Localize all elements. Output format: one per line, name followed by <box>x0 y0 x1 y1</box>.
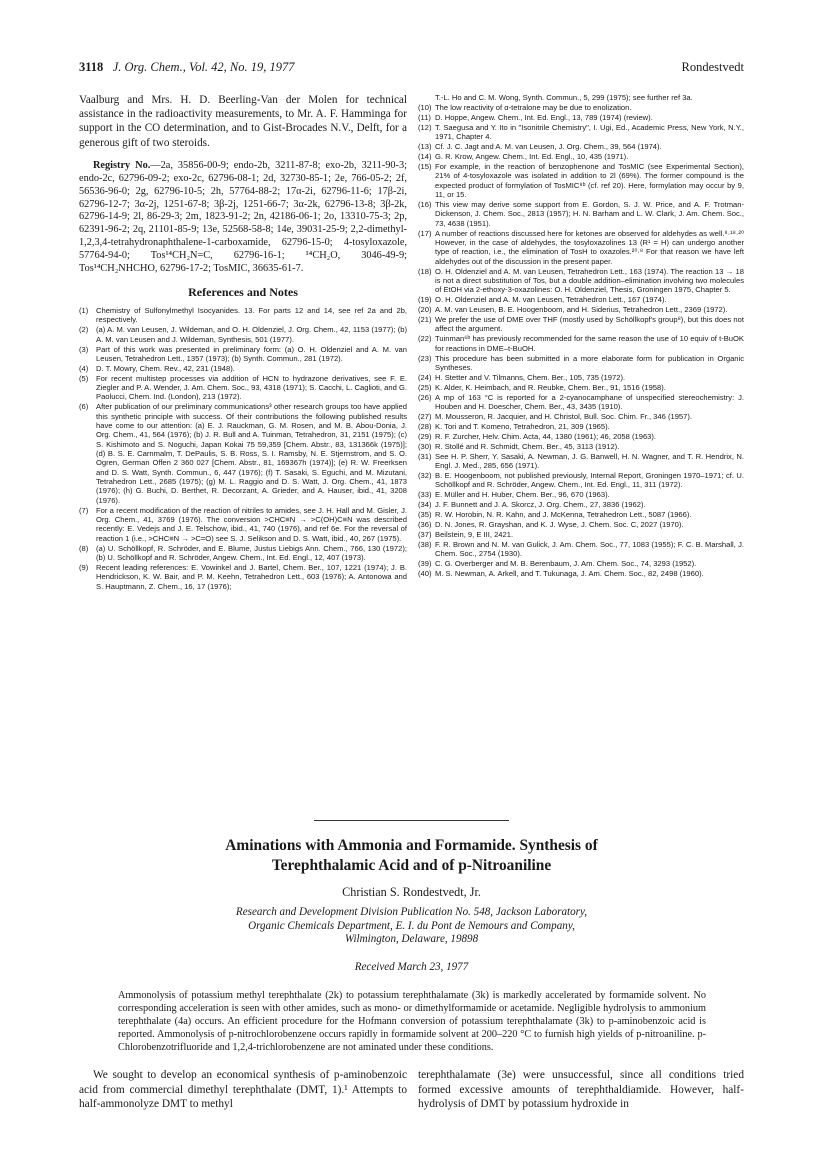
reference-number: (24) <box>418 372 432 382</box>
reference-number: (38) <box>418 540 432 550</box>
article-title-line: Aminations with Ammonia and Formamide. Synthesis of <box>225 837 598 854</box>
reference-text: (a) A. M. van Leusen, J. Wildeman, and O. H. Oldenziel, J. Org. Chem., 42, 1153 (1977); (b) A. M. van Leusen and J. Wildeman, Synthesis, 501 (1977). <box>96 325 407 344</box>
reference-text: H. Stetter and V. Tilmanns, Chem. Ber., 105, 735 (1972). <box>435 372 626 382</box>
reference-text: A. M. van Leusen, B. E. Hoogenboom, and H. Siderius, Tetrahedron Lett., 2369 (1972). <box>435 305 728 315</box>
reference-item <box>418 442 744 451</box>
reference-item <box>418 452 744 471</box>
reference-number: (34) <box>418 500 432 510</box>
reference-item <box>418 569 744 578</box>
reference-item <box>418 393 744 412</box>
reference-item <box>418 113 744 122</box>
reference-item <box>418 305 744 314</box>
registry-text: —2a, 35856-00-9; endo-2b, 3211-87-8; exo-2b, 3211-90-3; endo-2c, 62796-09-2; exo-2c, 62796-08-1; 2d, 32730-85-1; 2e, 766-05-2; 2f, 56536-96-0; 2g, 62796-10-5; 2h, 57764-88-2; 17α-2i, 62796-11-6; 17β-2i, 62796-12-7; 3α-2j, 1251-67-8; 3β-2j, 1251-66-7; 3α-2k, 62796-13-8; 3β-2k, 62796-14-9; 2l, 86-29-3; 2m, 1823-91-2; 2n, 42186-06-1; 2o, 13310-75-3; 2p, 62391-96-2; 2q, 21101-85-9; 13e, 52568-58-8; 14e, 39031-25-9; 2,2-dimethyl-1,2,3,4-tetrahydronaphthalene-1-carboxamide, 62796-15-0; 4-tosyloxazole, 57764-94-0; Tos¹⁴CH₂N=C, 62796-16-1; ¹⁴CH₂O, 3046-49-9; Tos¹⁴CH₂NHCHO, 62796-17-2; TosMIC, 36635-61-7. <box>79 159 407 275</box>
reference-item <box>418 354 744 373</box>
reference-item <box>418 200 744 228</box>
reference-number: (33) <box>418 490 432 500</box>
reference-item <box>418 412 744 421</box>
reference-text: The low reactivity of α-tetralone may be due to enolization. <box>435 102 632 112</box>
reference-item <box>418 530 744 539</box>
reference-number: (13) <box>418 142 432 152</box>
reference-text: M. S. Newman, A. Arkell, and T. Tukunaga, J. Am. Chem. Soc., 82, 2498 (1960). <box>435 569 704 579</box>
author-affiliation <box>79 906 744 947</box>
reference-number: (39) <box>418 559 432 569</box>
reference-number: (35) <box>418 510 432 520</box>
reference-number: (22) <box>418 334 432 344</box>
reference-text: Beilstein, 9, E III, 2421. <box>435 530 514 540</box>
reference-item <box>418 267 744 295</box>
received-date: Received March 23, 1977 <box>354 961 469 973</box>
right-column <box>418 93 744 579</box>
reference-number: (10) <box>418 102 432 112</box>
reference-list-left <box>79 306 407 591</box>
reference-text: E. Müller and H. Huber, Chem. Ber., 96, 670 (1963). <box>435 490 610 500</box>
reference-item <box>418 422 744 431</box>
reference-text: For recent multistep processes via addition of HCN to hydrazone derivatives, see F. E. Ziegler and P. A. Wender, J. Am. Chem. Soc., 93, 4318 (1971); S. Cacchi, L. Caglioti, and G. Paolucci, Chem. Ind. (London), 213 (1972). <box>96 373 407 402</box>
reference-text: Tuinman⁶ᵇ has previously recommended for the same reason the use of 10 equiv of t-BuOK for reactions in DME–t-BuOH. <box>435 334 744 353</box>
reference-text: Chemistry of Sulfonylmethyl Isocyanides. 13. For parts 12 and 14, see ref 2a and 2b, respectively. <box>96 305 407 325</box>
left-column <box>79 93 407 592</box>
reference-text: See H. P. Sherr, Y. Sasaki, A. Newman, J. G. Banwell, H. N. Wagner, and T. R. Hendrix, N. Engl. J. Med., 285, 656 (1971). <box>435 451 744 471</box>
reference-number: (11) <box>418 112 431 122</box>
journal-citation: J. Org. Chem., Vol. 42, No. 19, 1977 <box>112 60 295 74</box>
reference-list-right <box>418 93 744 579</box>
reference-item <box>418 559 744 568</box>
reference-text: G. R. Krow, Angew. Chem., Int. Ed. Engl., 10, 435 (1971). <box>435 152 629 162</box>
affiliation-line: Wilmington, Delaware, 19898 <box>344 933 479 946</box>
reference-number: (6) <box>79 402 89 412</box>
reference-text: R. Stollé and R. Schmidt, Chem. Ber., 45, 3113 (1912). <box>435 441 620 451</box>
reference-item <box>418 510 744 519</box>
reference-text: M. Mousseron, R. Jacquier, and H. Christol, Bull. Soc. Chim. Fr., 346 (1957). <box>435 412 693 422</box>
reference-number: (21) <box>418 315 432 325</box>
body-text-left: We sought to develop an economical synthesis of p-aminobenzoic acid from commercial dimethyl terephthalate (DMT, 1).¹ Attempts to half-ammonolyze DMT to methyl <box>79 1069 407 1111</box>
abstract: Ammonolysis of potassium methyl terephthalate (2k) to potassium terephthalamate (3k) is markedly accelerated by formamide solvent. No corresponding acceleration is seen with other amides, such as mono- or dimethylformamide or acetamide. Negligible hydrolysis to ammonium terephthalate (4a) occurs. An efficient procedure for the Hofmann conversion of potassium terephthalamate (3k) to p-aminobenzoic acid is reported. Ammonolysis of p-nitrochlorobenzene occurs rapidly in formamide solvent at 200–220 °C to furnish high yields of p-nitroaniline. p-Chlorobenzotrifluoride and 1,2,4-trichlorobenzene are not aminated under these conditions. <box>118 990 706 1054</box>
reference-text: D. Hoppe, Angew. Chem., Int. Ed. Engl., 13, 789 (1974) (review). <box>435 112 653 122</box>
reference-number: (17) <box>418 228 432 238</box>
reference-text: For a recent modification of the reaction of nitriles to amides, see J. H. Hall and M. Gisler, J. Org. Chem., 41, 3769 (1976). The conversion >CHC≡N → >C(OH)C≡N was described recently: E. Vedejs and J. E. Telschow, ibid., 41, 740 (1976), and ref 6e. For the reversal of reaction 1 (i.e., >CHC≡N → >C=O) see S. J. Selikson and D. S. Watt, ibid., 40, 267 (1975). <box>96 505 407 543</box>
reference-item <box>79 374 407 402</box>
reference-text: For example, in the reaction of benzophenone and TosMIC (see Experimental Section), 21% of 4-tosyloxazole was isolated in addition to 2l (69%). The former compound is the expected product of formylation of TosMIC⁸ᵇ (cf. ref 20). Here, formylation may occur by 9, 11, or 15. <box>435 161 744 199</box>
reference-number: (5) <box>79 373 89 383</box>
reference-item <box>418 490 744 499</box>
affiliation-line: Organic Chemicals Department, E. I. du Pont de Nemours and Company, <box>248 919 575 932</box>
reference-item <box>79 345 407 364</box>
reference-number: (30) <box>418 441 432 451</box>
reference-number: (19) <box>418 295 432 305</box>
article-title-line: Terephthalamic Acid and of p-Nitroaniline <box>271 857 552 874</box>
reference-text: This procedure has been submitted in a more elaborate form for publication in Organic Syntheses. <box>435 353 744 372</box>
reference-item <box>79 306 407 325</box>
reference-text: We prefer the use of DME over THF (mostly used by Schöllkopf's group⁸), but this does not affect the argument. <box>435 315 744 334</box>
reference-text: After publication of our preliminary communications³ other research groups too have applied this synthetic principle with success. Of their contributions the following published results have come to our attention: (a) E. J. Rauckman, G. M. Rosen, and M. B. Abou-Donia, J. Org. Chem., 41, 564 (1976); (b) J. R. Bull and A. Tuinman, Tetrahedron, 31, 2151 (1975); (c) S. Kishimoto and S. Noguchi, Japan Kokai 75 59,359 [Chem. Abstr., 83, 131366k (1975)]; (d) B. S. E. Carnmalm, T. DePaulis, S. B. Ross, S. I. Ramsby, N. E. Stjernstrom, and S. O. Ogren, German Offen 2 360 027 [Chem. Abstr., 81, 169367h (1974)]; (e) R. W. Freerksen and D. S. Watt, Synth. Commun., 6, 447 (1976); (f) T. Sasaki, S. Eguchi, and M. Mizutani, Tetrahedron Lett., 2685 (1975); (g) M. L. Raggio and D. S. Watt, J. Org. Chem., 41, 1873 (1976); (h) G. Buchi, D. Berthet, R. Decorzant, A. Grieder, and A. Hauser, ibid., 41, 3208 (1976). <box>96 402 407 505</box>
reference-number: (16) <box>418 199 432 209</box>
article-title <box>79 836 744 876</box>
reference-item <box>418 123 744 142</box>
reference-item <box>418 520 744 529</box>
page-number: 3118 <box>79 60 104 74</box>
reference-number: (4) <box>79 363 89 373</box>
reference-item <box>418 432 744 441</box>
reference-number: (25) <box>418 382 432 392</box>
references-heading: References and Notes <box>188 284 298 299</box>
reference-text: K. Tori and T. Komeno, Tetrahedron, 21, 309 (1965). <box>435 421 610 431</box>
reference-text: This view may derive some support from E. Gordon, S. J. W. Price, and A. F. Trotman-Dickenson, J. Chem. Soc., 2813 (1957); H. N. Barham and L. W. Clark, J. Am. Chem. Soc., 73, 4638 (1951). <box>435 199 744 228</box>
reference-item <box>418 152 744 161</box>
reference-number: (20) <box>418 305 432 315</box>
reference-number: (8) <box>79 543 89 553</box>
reference-number: (31) <box>418 451 432 461</box>
reference-number: (2) <box>79 325 89 335</box>
reference-item <box>418 540 744 559</box>
reference-item <box>418 162 744 199</box>
reference-text: D. T. Mowry, Chem. Rev., 42, 231 (1948). <box>96 363 235 373</box>
reference-number: (28) <box>418 421 432 431</box>
reference-item <box>418 500 744 509</box>
section-divider <box>314 820 509 821</box>
reference-text: R. F. Zurcher, Helv. Chim. Acta, 44, 1380 (1961); 46, 2058 (1963). <box>435 431 657 441</box>
reference-text: R. W. Horobin, N. R. Kahn, and J. McKenna, Tetrahedron Lett., 5087 (1966). <box>435 510 692 520</box>
affiliation-line: Research and Development Division Publication No. 548, Jackson Laboratory, <box>235 906 588 918</box>
reference-text: T. Saegusa and Y. Ito in "Isonitrile Chemistry", I. Ugi, Ed., Academic Press, New York, N.Y., 1971, Chapter 4. <box>435 122 744 142</box>
registry-label: Registry No. <box>93 159 151 171</box>
reference-item <box>79 544 407 563</box>
reference-item <box>418 334 744 353</box>
reference-text: F. R. Brown and N. M. van Gulick, J. Am. Chem. Soc., 77, 1083 (1955); F. C. B. Marshall, J. Chem. Soc., 2754 (1930). <box>435 540 744 559</box>
reference-text: Cf. J. C. Jagt and A. M. van Leusen, J. Org. Chem., 39, 564 (1974). <box>435 142 662 152</box>
acknowledgment-text: Vaalburg and Mrs. H. D. Beerling-Van der Molen for technical assistance in the radioactivity measurements, to Mr. A. F. Hamminga for support in the CO determination, and to Gist-Brocades N.V., Delft, for a generous gift of two steroids. <box>79 94 407 149</box>
reference-number: (12) <box>418 122 432 132</box>
reference-number: (32) <box>418 471 432 481</box>
reference-item <box>79 506 407 543</box>
reference-number: (3) <box>79 344 89 354</box>
running-author: Rondestvedt <box>681 60 744 74</box>
reference-item <box>79 325 407 344</box>
reference-text: O. H. Oldenziel and A. M. van Leusen, Tetrahedron Lett., 167 (1974). <box>435 295 667 305</box>
reference-number: (37) <box>418 530 432 540</box>
reference-item <box>418 315 744 334</box>
reference-number: (18) <box>418 266 432 276</box>
reference-text: J. F. Bunnett and J. A. Skorcz, J. Org. Chem., 27, 3836 (1962). <box>435 500 646 510</box>
reference-item <box>418 383 744 392</box>
reference-text: B. E. Hoogenboom, not published previously, Internal Report, Groningen 1970–1971; cf. U. Schöllkopf and R. Schröder, Angew. Chem., Int. Ed. Engl., 11, 311 (1972). <box>435 471 744 490</box>
reference-text: A number of reactions discussed here for ketones are observed for aldehydes as well.⁸·¹⁸·²⁰ However, in the case of aldehydes, the tosyloxazolines 13 (R¹ = H) can undergo another type of reaction, i.e., the elimination of TosH to oxazoles.²⁰·⁸ For that reason we have left aldehydes out of the discussion in the present paper. <box>435 228 744 266</box>
reference-number: (7) <box>79 505 89 515</box>
reference-text: K. Alder, K. Heimbach, and R. Reubke, Chem. Ber., 91, 1516 (1958). <box>435 382 666 392</box>
body-text-right: terephthalamate (3e) were unsuccessful, since all conditions tried formed excessive amounts of terephthaldiamide. However, half-hydrolysis of DMT by potassium hydroxide in <box>418 1069 744 1111</box>
reference-number: (1) <box>79 305 89 315</box>
reference-number: (9) <box>79 563 89 572</box>
reference-item <box>418 142 744 151</box>
reference-number: (23) <box>418 353 432 363</box>
article-author: Christian S. Rondestvedt, Jr. <box>342 885 481 899</box>
reference-item <box>418 229 744 266</box>
reference-number: (15) <box>418 161 432 171</box>
reference-text: (a) U. Schöllkopf, R. Schröder, and E. Blume, Justus Liebigs Ann. Chem., 766, 130 (1972); (b) U. Schöllkopf and R. Schröder, Angew. Chem., Int. Ed. Engl., 12, 407 (1973). <box>96 543 407 563</box>
reference-item <box>79 364 407 373</box>
registry-numbers <box>79 160 407 276</box>
reference-number: (14) <box>418 152 432 162</box>
running-header <box>79 60 744 76</box>
reference-item <box>418 295 744 304</box>
reference-text: O. H. Oldenziel and A. M. van Leusen, Tetrahedron Lett., 163 (1974). The reaction 13 → 18 is not a direct substitution of Tos, but a double addition–elimination involving two molecules of EtOH via 2-ethoxy-3-oxazolines: O. H. Oldenziel, Thesis, Groningen 1975, Chapter 5. <box>435 266 744 295</box>
reference-number: (27) <box>418 412 432 422</box>
reference-number: (40) <box>418 569 432 579</box>
reference-item <box>418 373 744 382</box>
reference-text: A mp of 163 °C is reported for a 2-cyanocamphane of unspecified stereochemistry: J. Houben and H. Doescher, Chem. Ber., 43, 3435 (1910). <box>435 392 744 412</box>
reference-item <box>418 103 744 112</box>
reference-text: D. N. Jones, R. Grayshan, and K. J. Wyse, J. Chem. Soc. C, 2027 (1970). <box>435 520 684 530</box>
reference-item <box>418 93 744 102</box>
reference-text: Recent leading references: E. Vowinkel and J. Bartel, Chem. Ber., 107, 1221 (1974); J. B. Hendrickson, K. W. Bair, and P. M. Keehn, Tetrahedron Lett., 603 (1976); A. Antonowa and S. Hauptmann, Z. Chem., 16, 17 (1976); <box>96 563 407 591</box>
reference-item <box>79 402 407 505</box>
reference-item <box>418 471 744 490</box>
reference-item <box>79 563 407 591</box>
reference-text: T.-L. Ho and C. M. Wong, Synth. Commun., 5, 299 (1975); see further ref 3a. <box>435 93 693 102</box>
reference-text: C. G. Overberger and M. B. Berenbaum, J. Am. Chem. Soc., 74, 3293 (1952). <box>435 559 697 569</box>
reference-text: Part of this work was presented in preliminary form: (a) O. H. Oldenziel and A. M. van Leusen, Tetrahedron Lett., 1357 (1973); (b) Synth. Commun., 281 (1972). <box>96 344 407 363</box>
reference-number: (29) <box>418 431 432 441</box>
reference-number: (36) <box>418 520 432 530</box>
reference-number: (26) <box>418 392 432 402</box>
